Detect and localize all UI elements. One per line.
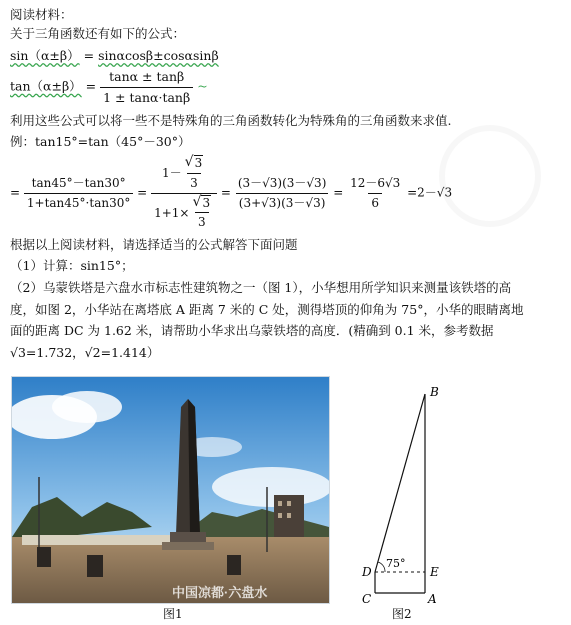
label-a: A [428, 592, 437, 606]
watermark-circle [439, 125, 541, 227]
label-b: B [430, 385, 439, 399]
segment-db [375, 394, 425, 572]
figure-1-caption: 图1 [163, 607, 183, 621]
calc-f2-den [151, 193, 217, 232]
sqrt3-over-3-den [189, 195, 214, 232]
sin-lhs: sin（α±β） [10, 48, 80, 63]
question-1: （1）计算：sin15°； [10, 258, 134, 273]
angle-label: 75° [386, 557, 406, 570]
calc-f2-num [159, 155, 209, 193]
label-e: E [430, 565, 439, 579]
calc-f2-den-c: 3 [195, 212, 209, 231]
calc-f1-den: 1+tan45°·tan30° [24, 193, 133, 212]
angle-arc [378, 562, 385, 572]
calc-fraction-2 [151, 155, 217, 231]
sqrt3-over-3 [182, 155, 207, 192]
eq-sign: = [137, 185, 148, 200]
calculation [10, 155, 452, 231]
tan-lhs: tan（α±β） [10, 78, 82, 94]
question-2-line-3: 面的距离 DC 为 1.62 米，请帮助小华求出乌蒙铁塔的高度．(精确到 0.1 米，参考数据 [10, 323, 494, 338]
calc-f2-den-b: 3 [202, 195, 211, 210]
calc-f3-den: (3+√3)(3－√3) [236, 193, 329, 212]
wavy-mark: ~ [197, 78, 208, 94]
example-text: 例：tan15°=tan（45°－30°） [10, 134, 191, 149]
formula-sin [10, 47, 219, 65]
intro-text: 关于三角函数还有如下的公式： [10, 26, 186, 41]
calc-fraction-3 [235, 175, 330, 212]
eq-sign: = [220, 185, 231, 200]
tan-eq: = [85, 78, 97, 94]
calc-f4-den: 6 [368, 193, 382, 212]
eq-sign: = [10, 185, 21, 200]
calc-f2-num-a: 1－ [161, 165, 182, 180]
tan-fraction [100, 68, 193, 106]
label-d: D [362, 565, 372, 579]
figure-2-caption: 图2 [392, 607, 412, 621]
sin-eq: = [83, 48, 95, 63]
explain-text: 利用这些公式可以将一些不是特殊角的三角函数转化为特殊角的三角函数来求值. [10, 113, 452, 128]
eq-sign: = [333, 185, 344, 200]
calc-f4-num: 12－6√3 [350, 175, 401, 190]
question-2-line-1: （2）乌蒙铁塔是六盘水市标志性建筑物之一（图 1），小华想用所学知识来测量该铁塔的高 [10, 280, 512, 295]
tan-denominator: 1 ± tanα·tanβ [100, 87, 193, 107]
photo-watermark-text: 中国凉都·六盘水 [172, 585, 268, 600]
calc-fraction-4 [347, 175, 403, 212]
calc-f3-num: (3－√3)(3－√3) [237, 175, 327, 190]
label-c: C [362, 592, 372, 606]
tan-numerator: tanα ± tanβ [109, 69, 185, 84]
prompt-text: 根据以上阅读材料，请选择适当的公式解答下面问题 [10, 237, 298, 252]
sin-rhs: sinαcosβ±cosαsinβ [98, 48, 219, 63]
calc-result: =2－√3 [407, 185, 453, 200]
heading: 阅读材料： [10, 7, 73, 22]
calc-f1-num: tan45°－tan30° [31, 175, 126, 190]
calc-fraction-1 [24, 175, 133, 212]
question-2-line-2: 度，如图 2，小华站在离塔底 A 距离 7 米的 C 处，测得塔顶的仰角为 75°，小华的眼睛离地 [10, 302, 524, 317]
geometry-diagram [340, 376, 480, 608]
calc-f2-num-b: 3 [194, 156, 203, 170]
formula-tan [10, 68, 208, 106]
question-2-line-4: √3=1.732，√2=1.414） [10, 345, 160, 360]
calc-f2-den-a: 1+1× [154, 205, 190, 220]
tower-photo [11, 376, 330, 604]
calc-f2-num-c: 3 [187, 173, 201, 192]
